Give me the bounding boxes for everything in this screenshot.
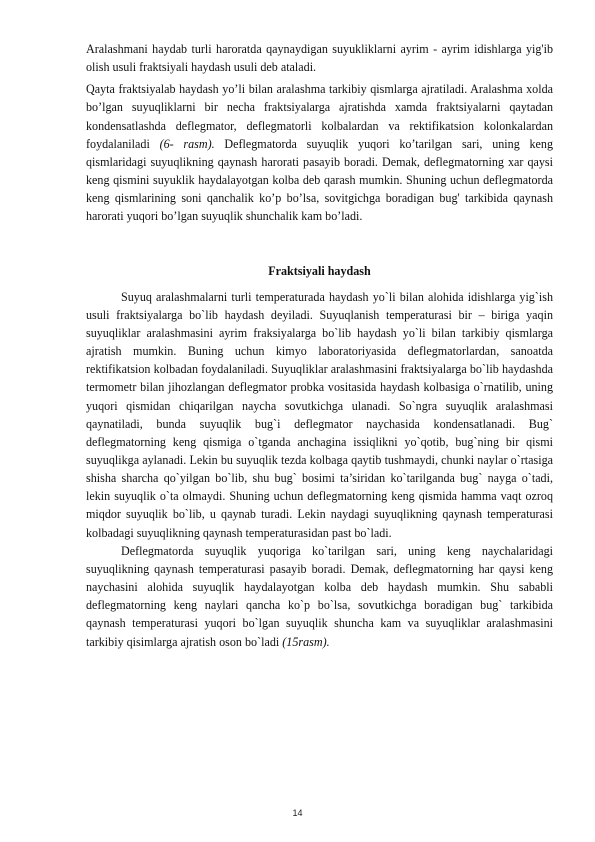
deflegmator-text-end: Deflegmatorda suyuqlik yuqori ko’tarilgan sari, uning keng qismlaridagi suyuqlikning qaynash harorati pasayib boradi. Demak, deflegmatorning xar qaysi keng qismini suyuklik haydalayotgan kolba deb qarash mumkin. Shuning uchun deflegmatorda keng qismlarining soni qanchalik ko’p bo’lsa, sovitgichga boradigan bug' tarkibida qaynash harorati yuqori bo’lgan suyuqlik shunchalik kam bo’ladi. xyxy=(86,136,553,224)
section-heading: Fraktsiyali haydash xyxy=(268,263,371,278)
fractional-distillation-paragraph: Suyuq aralashmalarni turli temperaturada haydash yo`li bilan alohida idishlarga yig`ish usuli fraktsiyalarga bo`lib haydash deyiladi. Suyuqlanish temperaturasi bir – biriga yaqin suyuqliklar aralashmasini ayrim fraksiyalarga bo`lib haydash yo`li bilan tarkibiy qismlarga ajratish mumkin. Buning uchun kimyo laboratoriyasida deflegmatorlardan, sanoatda rektifikatsion kolbadan foydalaniladi. Suyuqliklar aralashmasini fraktsiyalarga bo`lib haydashda termometr bilan jihozlangan deflegmator probka vositasida haydash kolbasiga o`rnatilib, uning yuqori qismidan chiqarilgan naycha sovutkichga ulanadi. So`ngra suyuqlik aralashmasi qaynatiladi, bunda suyuqlik bug`i deflegmator naychasida kondensatlanadi. Bug` deflegmatorning keng qismiga o`tganda anchagina issiqlikni yo`qotib, bug`ning bir qismi suyuqlikga aylanadi. Lekin bu suyuqlik tezda kolbaga qaytib tushmaydi, chunki naylar o`rtasiga shisha sharcha qo`yilgan bo`lib, shu bug` bosimi ta’siridan ko`tarilganda bug` nayga o`tadi, lekin suyuqlik o`ta olmaydi. Shuning uchun deflegmatorning keng qismida hamma vaqt ozroq miqdor suyuqlik bo`lib, u qaynab turadi. Lekin naydagi suyuqlikning qaynash temperaturasi kolbadagi suyuqlikning qaynash temperaturasidan past bo`ladi. xyxy=(86,289,553,540)
intro-paragraph: Aralashmani haydab turli haroratda qaynaydigan suyukliklarni ayrim - ayrim idishlarga yig'ib olish usuli fraktsiyali haydash usuli deb ataladi. xyxy=(86,42,553,75)
page-number: 14 xyxy=(292,808,303,818)
deflegmator-tubes-text: Deflegmatorda suyuqlik yuqoriga ko`tarilgan sari, uning keng naychalaridagi suyuqlikning qaynash temperaturasi pasayib boradi. Demak, deflegmatorning har qaysi keng naychasini alohida suyuqlik haydalayotgan kolba deb haydash mumkin. Shu sababli deflegmatorning keng naylari qancha ko`p bo`lsa, sovutkichga boradigan bug` tarkibida qaynash temperaturasi yuqori bo`lgan suyuqlik shuncha kam va suyuqliklar aralashmasini tarkibiy qisimlarga ajratish oson bo`ladi xyxy=(86,543,553,649)
document-body xyxy=(86,40,553,651)
figure-reference-6: (6- rasm). xyxy=(159,136,215,151)
deflegmator-tubes-paragraph xyxy=(86,542,553,651)
deflegmator-paragraph xyxy=(86,80,553,225)
deflegmator-text-start: Qayta fraktsiyalab haydash yo’li bilan aralashma tarkibiy qismlarga ajratiladi. Aralashma xolda bo’lgan suyuqliklarni bir necha fraktsiyalarga ajratishda xamda fraktsiyalarni qaytadan kondensatlashda deflegmator, deflegmatorli kolbalardan va rektifikatsion kolonkalardan foydalaniladi xyxy=(86,82,553,151)
figure-reference-15: (15rasm). xyxy=(282,634,330,649)
